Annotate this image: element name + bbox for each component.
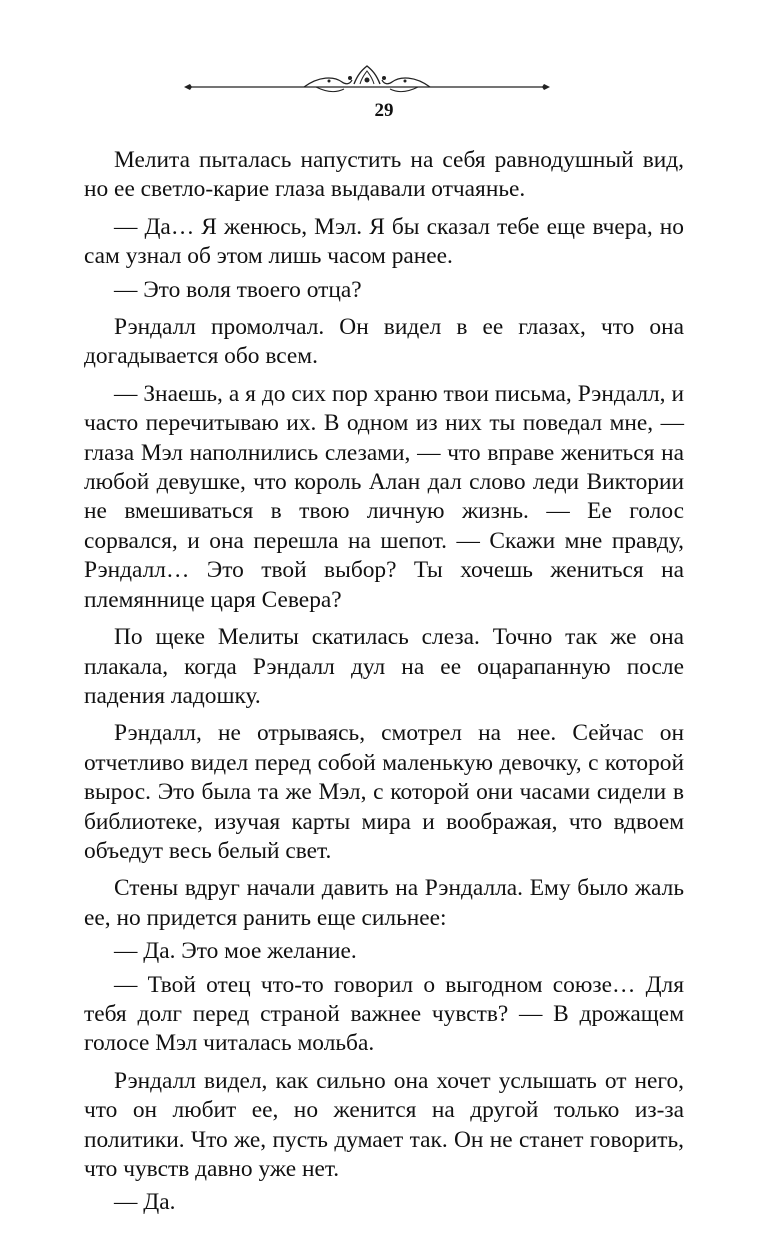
page-number: 29: [374, 100, 394, 121]
paragraph: — Знаешь, а я до сих пор храню твои письма, Рэндалл, и часто перечитываю их. В одном из них ты поведал мне, — глаза Мэл наполнились слезами, — что вправе жениться на любой девушке, что король Алан дал слово леди Виктории не вмешиваться в твою личную жизнь. — Ее голос сорвался, и она перешла на шепот. — Скажи мне правду, Рэндалл… Это твой выбор? Ты хочешь жениться на племяннице царя Севера?: [84, 380, 684, 613]
text-body: [84, 146, 684, 1226]
paragraph: Рэндалл промолчал. Он видел в ее глазах, что она догадывается обо всем.: [84, 314, 684, 370]
paragraph: — Да… Я женюсь, Мэл. Я бы сказал тебе еще вчера, но сам узнал об этом лишь часом ранее.: [84, 213, 684, 270]
paragraph: — Да. Это мое желание.: [114, 938, 357, 965]
paragraph: — Да.: [114, 1189, 176, 1216]
paragraph: Стены вдруг начали давить на Рэндалла. Ему было жаль ее, но придется ранить еще сильнее:: [84, 875, 684, 931]
paragraph: Рэндалл видел, как сильно она хочет услышать от него, что он любит ее, но женится на другой только из-за политики. Что же, пусть думает так. Он не станет говорить, что чувств давно уже нет.: [84, 1067, 684, 1182]
paragraph: По щеке Мелиты скатилась слеза. Точно так же она плакала, когда Рэндалл дул на ее оцарапанную после падения ладошку.: [84, 624, 684, 709]
ornament-divider: [184, 62, 550, 98]
paragraph: Рэндалл, не отрываясь, смотрел на нее. Сейчас он отчетливо видел перед собой маленькую девочку, с которой вырос. Это была та же Мэл, с которой они часами сидели в библиотеке, изучая карты мира и воображая, что вдвоем объедут весь белый свет.: [84, 720, 684, 864]
paragraph: — Это воля твоего отца?: [114, 276, 362, 303]
paragraph: — Твой отец что-то говорил о выгодном союзе… Для тебя долг перед страной важнее чувств? — В дрожащем голосе Мэл читалась мольба.: [84, 971, 684, 1057]
paragraph: Мелита пыталась напустить на себя равнодушный вид, но ее светло-карие глаза выдавали отчаянье.: [84, 147, 684, 203]
